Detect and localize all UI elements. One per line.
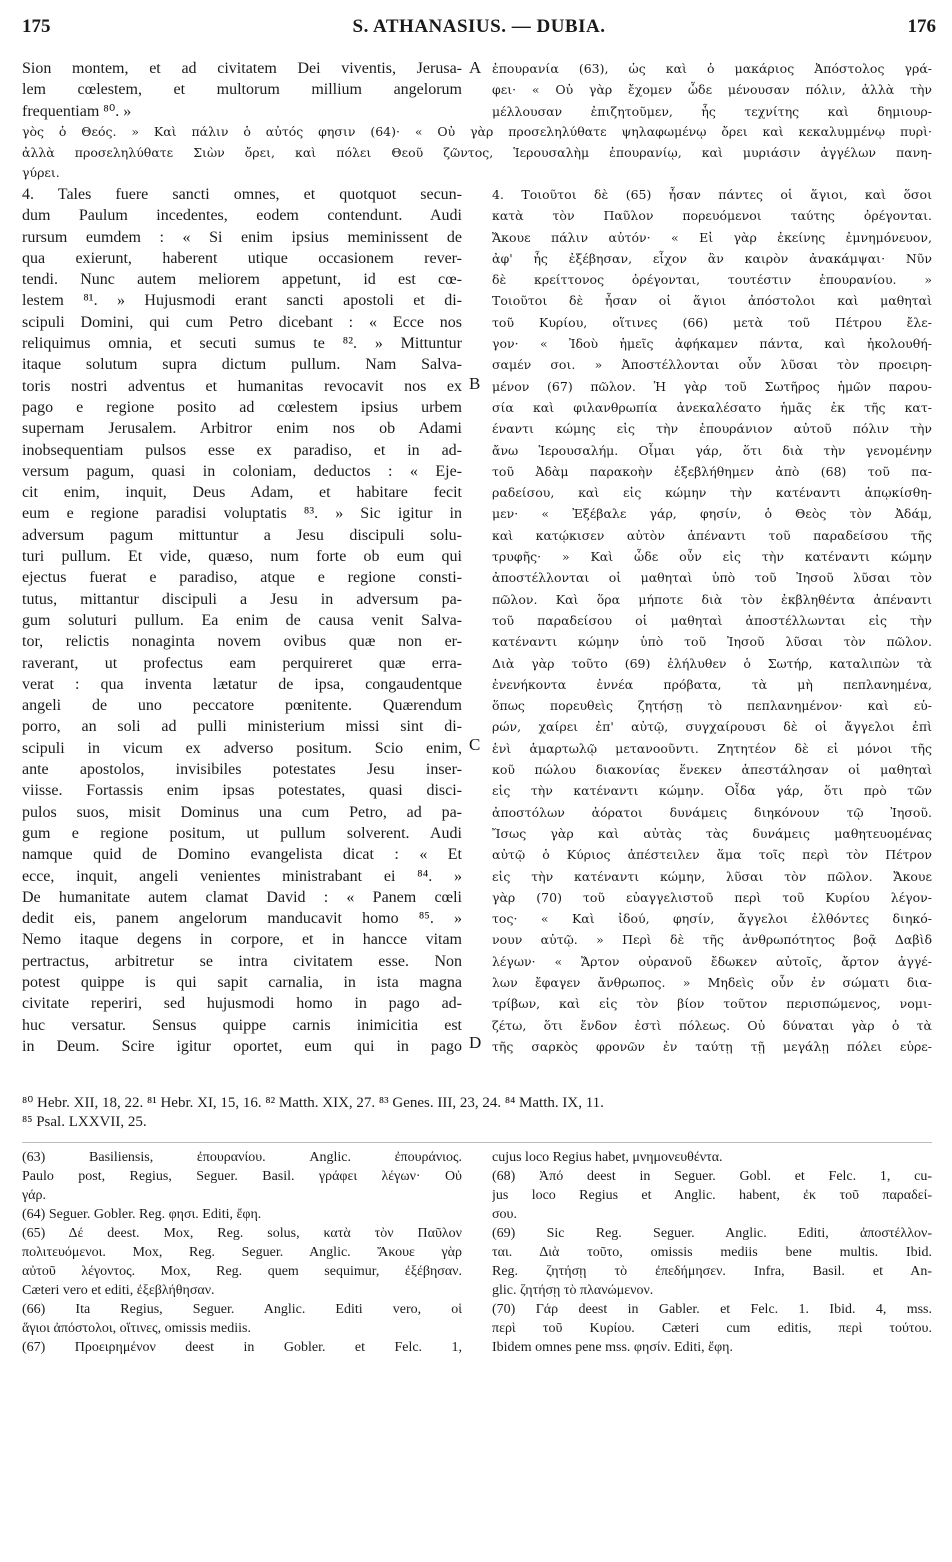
text-line: αὐτῷ ὁ Κύριος ἀπέστειλεν ἅμα τοῖς περὶ τὸν Πέτρον bbox=[492, 847, 932, 863]
text-line: Ἴσως γὰρ καὶ αὐτὰς τὰς δυνάμεις μαθητευομένας bbox=[492, 825, 932, 841]
text-line: porro, an soli ad pulli ministerium missi sint di- bbox=[22, 718, 462, 736]
text-line: σία καὶ φιλανθρωπία ἀνεκαλέσατο ἡμᾶς ἐκ τῆς κατ- bbox=[492, 399, 932, 415]
text-line: Sion montem, et ad civitatem Dei viventis, Jerusa- bbox=[22, 60, 462, 77]
text-line: ζέτω, ὅτι ἔνδον ἐστὶ πόλεως. Οὐ δύναται γὰρ ὁ τὰ bbox=[492, 1017, 932, 1033]
text-line: ὅπως πορευθεὶς ζητήσῃ τὸ πεπλανημένον· καὶ εὑ- bbox=[492, 698, 932, 714]
text-line: raverant, ut profectus eam perquireret quæ erra- bbox=[22, 654, 462, 672]
note-line: (67) Προειρημένον deest in Gobler. et Felc. 1, bbox=[22, 1340, 462, 1355]
text-line: tor, relictis nonaginta novem ovibus quæ non er- bbox=[22, 633, 462, 651]
text-line: κατέναντι κώμην ὑπὸ τοῦ Ἰησοῦ λῦσαι τὸν πῶλον. bbox=[492, 634, 932, 650]
text-line: ἀποστέλλονται οἱ μαθηταὶ ὑπὸ τοῦ Ἰησοῦ λῦσαι τὸν bbox=[492, 570, 932, 586]
text-line: frequentiam ⁸⁰. » bbox=[22, 102, 132, 120]
notes-divider bbox=[22, 1142, 932, 1143]
text-line: ἑνὶ ἁμαρτωλῷ μετανοοῦντι. Ζητητέον δὲ εἰ μόνοι τῆς bbox=[492, 740, 932, 756]
text-line: eum e regione paradisi voluptatis ⁸³. » Sic igitur in bbox=[22, 505, 462, 523]
text-line: 4. Τοιοῦτοι δὲ (65) ἦσαν πάντες οἱ ἅγιοι, καὶ ὅσοι bbox=[492, 187, 932, 202]
text-line: τρυφῆς· » Καὶ ὧδε οὖν εἰς τὴν κατέναντι κώμην bbox=[492, 549, 932, 565]
text-line: ἄνω Ἱερουσαλήμ. Οἶμαι γάρ, ὅτι διὰ τὴν γενομένην bbox=[492, 442, 932, 458]
text-line: pertractus, arbitretur se intra civitatem esse. Non bbox=[22, 952, 462, 970]
critical-notes-left bbox=[22, 1148, 462, 1357]
text-line: τοῦ Κυρίου, οἵτινες (66) μετὰ τοῦ Πέτρου ἔλε- bbox=[492, 314, 932, 330]
text-line: tutus, mittantur discipuli a Jesu in adversum pa- bbox=[22, 590, 462, 608]
text-line: ejectus fuerat e paradiso, atque e regione consti- bbox=[22, 569, 462, 587]
text-line: De humanitate autem clamat David : « Panem cœli bbox=[22, 888, 462, 906]
text-line: Διὰ γὰρ τοῦτο (69) ἐλήλυθεν ὁ Σωτήρ, καταλιπὼν τὰ bbox=[492, 655, 932, 671]
text-line: in Deum. Scire igitur oportet, eum qui in pago bbox=[22, 1037, 462, 1055]
text-line: verat : qua inventa lætatur de ipsa, congaudentque bbox=[22, 675, 462, 693]
text-line: τῆς σαρκὸς φρονῶν ἐν ταύτῃ τῇ μεγάλῃ πόλει εὑρε- bbox=[492, 1038, 932, 1054]
text-line: toris nostri adventus et humanitas revocavit nos ex bbox=[22, 377, 462, 395]
scripture-references bbox=[22, 1094, 932, 1132]
text-line: ἀφ' ἧς ἐξέβησαν, εἶχον ἂν καιρὸν ἀνακάμψαι· Νῦν bbox=[492, 250, 932, 266]
text-line: viisse. Fortassis enim ipsas potestates, quasi disci- bbox=[22, 782, 462, 800]
text-line: namque quid de Domino evangelista dicat : « Et bbox=[22, 846, 462, 864]
text-line: τοῦ Ἀδὰμ παρακοὴν ἐξεβλήθημεν ἀπὸ (68) τοῦ πα- bbox=[492, 463, 932, 479]
text-line: νουν αὐτῷ. » Περὶ δὲ τῆς ἀνθρωπότητος βοᾷ Δαβὶδ bbox=[492, 932, 932, 948]
text-line: scipuli in vicum ex adverso positum. Scio enim, bbox=[22, 739, 462, 757]
text-line: μεν· « Ἐξέβαλε γάρ, φησίν, ὁ Θεὸς τὸν Ἀδάμ, bbox=[492, 506, 932, 522]
note-line: ται. Διὰ τοῦτο, omissis mediis bene multis. Ibid. bbox=[492, 1245, 932, 1260]
text-line: ἀποστόλων ἀόρατοι δυνάμεις διηκόνουν τῷ Ἰησοῦ. bbox=[492, 804, 932, 820]
note-line: (63) Basiliensis, ἐπουρανίου. Anglic. ἐπουράνιος. bbox=[22, 1150, 462, 1165]
text-line: ρών, χαίρει ἐπ' αὐτῷ, συγχαίρουσι δὲ οἱ ἄγγελοι ἐπὶ bbox=[492, 719, 932, 735]
text-line: πῶλον. Καὶ ὅρα μήποτε διὰ τὸν ἐκβληθέντα ἀπέναντι bbox=[492, 591, 932, 607]
text-line: ἐπουρανία (63), ὡς καὶ ὁ μακάριος Ἀπόστολος γρά- bbox=[492, 61, 932, 76]
text-line: ante apostolos, invisibiles potestates Jesu inser- bbox=[22, 761, 462, 779]
text-line: dum Paulum incedentes, eodem contendunt. Audi bbox=[22, 207, 462, 225]
text-line: μέλλουσαν ἐπιζητοῦμεν, ἧς τεχνίτης καὶ δημιουρ- bbox=[492, 103, 932, 119]
text-line: Τοιοῦτοι δὲ ἦσαν οἱ ἅγιοι ἀπόστολοι καὶ μαθηταὶ bbox=[492, 293, 932, 309]
intro-greek bbox=[492, 58, 932, 122]
note-line: περὶ τοῦ Κυρίου. Cæteri cum editis, περὶ τούτου. bbox=[492, 1321, 932, 1336]
note-line: σου. bbox=[492, 1207, 517, 1222]
text-line: angeli de uno peccatore pœnitente. Quærendum bbox=[22, 697, 462, 715]
text-line: λων ἔφαγεν ἄνθρωπος. » Μηδεὶς οὖν ἐν σώματι δια- bbox=[492, 974, 932, 990]
text-line: reliquimus omnia, et secuti sumus te ⁸². » Mittuntur bbox=[22, 335, 462, 353]
text-line: turi pullum. Et vide, quæso, num forte ob eum qui bbox=[22, 548, 462, 566]
note-line: Cæteri vero et editi, ἐξεβλήθησαν. bbox=[22, 1283, 215, 1298]
note-line: (65) Δέ deest. Mox, Reg. solus, κατὰ τὸν Παῦλον bbox=[22, 1226, 462, 1241]
text-line: pulos suos, misit Dominus una cum Petro, ad pa- bbox=[22, 803, 462, 821]
note-line: cujus loco Regius habet, μνημονευθέντα. bbox=[492, 1150, 723, 1165]
text-line: εἰς τὴν κατέναντι κώμην, λῦσαι τὸν πῶλον. Ἄκουε bbox=[492, 868, 932, 884]
scripture-line: ⁸⁰ Hebr. XII, 18, 22. ⁸¹ Hebr. XI, 15, 16. ⁸² Matth. XIX, 27. ⁸³ Genes. III, 23, 24. ⁸⁴ Matth. IX, 11. bbox=[22, 1095, 604, 1111]
text-line: γὸς ὁ Θεός. » Καὶ πάλιν ὁ αὐτός φησιν (64)· « Οὐ γὰρ προσεληλύθατε ψηλαφωμένῳ ὄρει καὶ κεκαλυμμένῳ πυρὶ· bbox=[22, 124, 932, 139]
note-line: Reg. ζητήσῃ τὸ ἐπεδήμησεν. Infra, Basil. et An- bbox=[492, 1264, 932, 1279]
note-line: ἅγιοι ἀπόστολοι, οἵτινες, omissis mediis. bbox=[22, 1321, 251, 1336]
text-line: τος· « Καὶ ἰδού, φησίν, ἄγγελοι ἐλθόντες διηκό- bbox=[492, 911, 932, 927]
critical-notes-right bbox=[492, 1148, 932, 1357]
text-line: gum soluturi pullum. Ea enim de causa venit Salva- bbox=[22, 611, 462, 629]
note-line: γάρ. bbox=[22, 1188, 47, 1203]
latin-column bbox=[22, 184, 462, 1057]
text-line: γὰρ (70) τοῦ εὐαγγελιστοῦ περὶ τοῦ Κυρίου λέγον- bbox=[492, 889, 932, 905]
page-number-right: 176 bbox=[907, 16, 936, 37]
text-line: ἀλλὰ προσεληλύθατε Σιὼν ὄρει, καὶ πόλει Θεοῦ ζῶντος, Ἱερουσαλὴμ ἐπουρανίῳ, καὶ μυριάσιν ἀγγέλων πανη- bbox=[22, 144, 932, 160]
text-line: scipuli Domini, qui cum Petro dicebant : « Ecce nos bbox=[22, 313, 462, 331]
text-line: lestem ⁸¹. » Hujusmodi erant sancti apostoli et di- bbox=[22, 292, 462, 310]
margin-marker-d: D bbox=[469, 1033, 482, 1052]
text-line: ραδείσου, καὶ εἰς κώμην τὴν κατέναντι ἀπῳκίσθη- bbox=[492, 485, 932, 501]
margin-marker-b: B bbox=[469, 374, 481, 393]
text-line: versum pagum, quasi in coloniam, deductos : « Eje- bbox=[22, 462, 462, 480]
note-line: πολιτευόμενοι. Mox, Reg. Seguer. Anglic. Ἄκουε γὰρ bbox=[22, 1245, 462, 1260]
text-line: φει· « Οὐ γὰρ ἔχομεν ὧδε μένουσαν πόλιν, ἀλλὰ τὴν bbox=[492, 82, 932, 98]
text-line: κατὰ τὸν Παῦλον πορευόμενοι ταύτης ὀρέγονται. bbox=[492, 208, 932, 224]
text-line: ecce, inquit, angeli venientes ministrabant ei ⁸⁴. » bbox=[22, 867, 462, 885]
note-line: Paulo post, Regius, Seguer. Basil. γράφει λέγων· Οὐ bbox=[22, 1169, 462, 1184]
text-line: Nemo itaque degens in corpore, et in hancce vitam bbox=[22, 931, 462, 949]
text-line: μένον (67) πῶλον. Ἡ γὰρ τοῦ Σωτῆρος ἡμῶν παρου- bbox=[492, 378, 932, 394]
text-line: έναντι κώμης εἰς τὴν ἐπουράνιον αὐτοῦ πόλιν τὴν bbox=[492, 421, 932, 437]
margin-marker-a: A bbox=[469, 58, 482, 77]
text-line: δὲ κρείττονος ὀρέγονται, τουτέστιν ἐπουρανίου. » bbox=[492, 272, 932, 288]
text-line: κοῦ πώλου διακονίας ἕνεκεν ἀπεστάλησαν οἱ μαθηταὶ bbox=[492, 762, 932, 778]
text-line: dedit eis, panem angelorum manducavit homo ⁸⁵. » bbox=[22, 910, 462, 928]
text-line: qua exierunt, haberent utique occasionem rever- bbox=[22, 249, 462, 267]
text-line: gum e regione positum, ut pullum solverent. Audi bbox=[22, 824, 462, 842]
text-line: rursum eumdem : « Si enim ipsius meminissent de bbox=[22, 228, 462, 246]
text-line: supernam Jerusalem. Arbitror enim nos ob Adami bbox=[22, 420, 462, 438]
text-line: ἐνενήκοντα ἐννέα πρόβατα, τὰ μὴ πεπλανημένα, bbox=[492, 676, 932, 692]
text-line: tendi. Nunc autem meliorem appetunt, id est cœ- bbox=[22, 271, 462, 289]
text-line: εἰς τὴν κατέναντι κώμην. Οἶδα γάρ, ὅτι πρὸ τῶν bbox=[492, 783, 932, 799]
text-line: 4. Tales fuere sancti omnes, et quotquot secun- bbox=[22, 186, 462, 203]
text-line: civitate reperiri, sed hujusmodi homo in pago ad- bbox=[22, 995, 462, 1013]
note-line: (70) Γάρ deest in Gabler. et Felc. 1. Ibid. 4, mss. bbox=[492, 1302, 932, 1317]
greek-column bbox=[492, 184, 932, 1057]
text-line: lem cœlestem, et multorum millium angelorum bbox=[22, 81, 462, 99]
text-line: inobsequentiam pulsos esse ex paradiso, et in ad- bbox=[22, 441, 462, 459]
text-line: Ἄκουε πάλιν αὐτόν· « Εἰ γὰρ ἐκείνης ἐμνημόνευον, bbox=[492, 229, 932, 245]
note-line: (69) Sic Reg. Seguer. Anglic. Editi, ἀποστέλλον- bbox=[492, 1226, 932, 1241]
intro-greek-fullwidth bbox=[22, 122, 932, 184]
text-line: huc versatur. Sensus quippe carnis inimicitia est bbox=[22, 1016, 462, 1034]
page-number-left: 175 bbox=[22, 16, 51, 37]
note-line: Ibidem omnes pene mss. φησίν. Editi, ἔφη. bbox=[492, 1340, 733, 1355]
note-line: αὐτοῦ λέγοντος. Mox, Reg. quem sequimur, ἐξέβησαν. bbox=[22, 1264, 462, 1279]
intro-latin bbox=[22, 58, 462, 122]
text-line: adversum pagum mittuntur a Jesu discipuli solu- bbox=[22, 526, 462, 544]
note-line: (68) Ἀπό deest in Seguer. Gobl. et Felc. 1, cu- bbox=[492, 1169, 932, 1184]
note-line: jus loco Regius et Anglic. habent, ἐκ τοῦ παραδεί- bbox=[492, 1188, 932, 1203]
margin-marker-c: C bbox=[469, 735, 481, 754]
note-line: glic. ζητήσῃ τὸ πλανώμενον. bbox=[492, 1283, 654, 1298]
text-line: γον· « Ἰδοὺ ἡμεῖς ἀφήκαμεν πάντα, καὶ ἠκολουθή- bbox=[492, 336, 932, 352]
running-header bbox=[22, 16, 936, 42]
text-line: cit enim, inquit, Deus Adam, et habitare fecit bbox=[22, 484, 462, 502]
text-line: τρίβων, καὶ εἰς τὸν βίον τοῦτον περισπώμενος, νομι- bbox=[492, 996, 932, 1012]
text-line: καὶ κατῴκισεν αὐτὸν ἀπέναντι τοῦ παραδείσου τῆς bbox=[492, 527, 932, 543]
note-line: (64) Seguer. Gobler. Reg. φησι. Editi, ἔφη. bbox=[22, 1207, 262, 1222]
text-line: λέγων· « Ἄρτον οὐρανοῦ ἔδωκεν αὐτοῖς, ἄρτον ἀγγέ- bbox=[492, 953, 932, 969]
text-line: σαμέν σοι. » Ἀποστέλλονται οὖν λῦσαι τὸν προειρη- bbox=[492, 357, 932, 373]
text-line: potest quippe is qui sapit carnalia, in ista magna bbox=[22, 973, 462, 991]
text-line: τοῦ παραδείσου οἱ μαθηταὶ ἀποστέλλωνται εἰς τὴν bbox=[492, 612, 932, 628]
running-title: S. ATHANASIUS. — DUBIA. bbox=[352, 16, 606, 37]
scripture-line: ⁸⁵ Psal. LXXVII, 25. bbox=[22, 1114, 147, 1130]
note-line: (66) Ita Regius, Seguer. Anglic. Editi vero, οἱ bbox=[22, 1302, 462, 1317]
text-line: pago e regione posito ad cœlestem ipsius urbem bbox=[22, 398, 462, 416]
text-line: γύρει. bbox=[22, 165, 60, 180]
text-line: itaque solutum supra dictum pullum. Nam Salva- bbox=[22, 356, 462, 374]
